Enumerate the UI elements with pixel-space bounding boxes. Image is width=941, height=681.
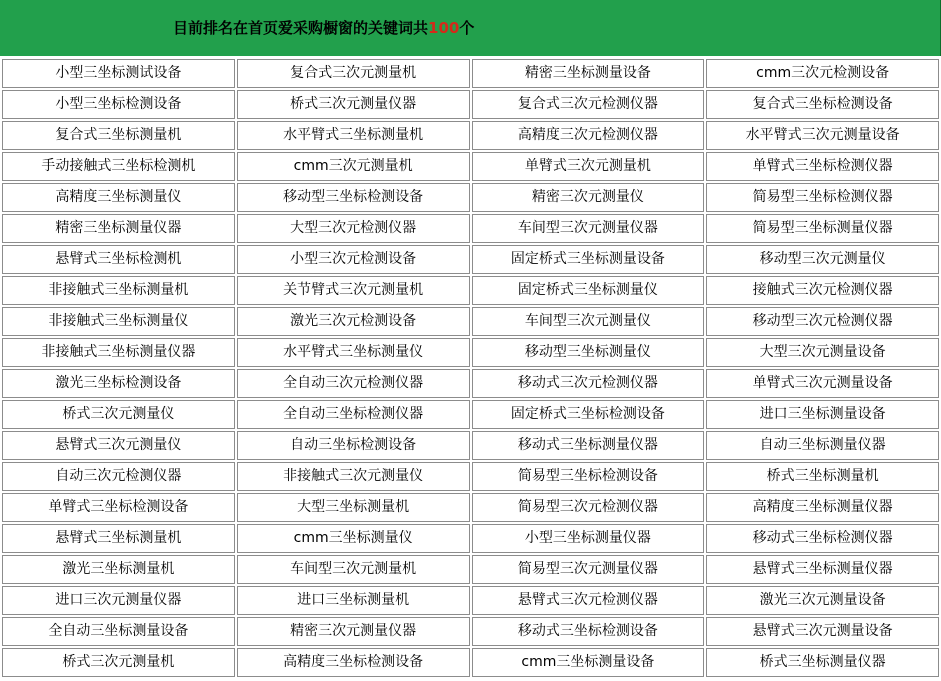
keyword-cell: 悬臂式三坐标测量机 xyxy=(2,524,235,553)
keyword-cell: 激光三坐标检测设备 xyxy=(2,369,235,398)
keyword-cell: 悬臂式三次元检测仪器 xyxy=(472,586,705,615)
keyword-cell: 简易型三坐标检测设备 xyxy=(472,462,705,491)
keyword-cell: 大型三次元检测仪器 xyxy=(237,214,470,243)
keyword-cell: cmm三坐标测量仪 xyxy=(237,524,470,553)
keyword-cell: 自动三坐标测量仪器 xyxy=(706,431,939,460)
keyword-count: 100 xyxy=(428,19,460,37)
keyword-row xyxy=(2,121,939,150)
keyword-cell: 激光三次元检测设备 xyxy=(237,307,470,336)
keyword-table xyxy=(0,57,941,679)
keyword-row xyxy=(2,586,939,615)
keyword-cell: 精密三坐标测量设备 xyxy=(472,59,705,88)
keyword-row xyxy=(2,493,939,522)
keyword-cell: 车间型三次元测量仪 xyxy=(472,307,705,336)
keyword-cell: 大型三次元测量设备 xyxy=(706,338,939,367)
keyword-cell: 悬臂式三次元测量仪 xyxy=(2,431,235,460)
keyword-cell: 简易型三次元测量仪器 xyxy=(472,555,705,584)
keyword-cell: 复合式三坐标测量机 xyxy=(2,121,235,150)
keyword-cell: 非接触式三坐标测量仪 xyxy=(2,307,235,336)
keyword-row xyxy=(2,307,939,336)
keyword-cell: 水平臂式三坐标测量机 xyxy=(237,121,470,150)
keyword-row xyxy=(2,431,939,460)
keyword-cell: 悬臂式三坐标检测机 xyxy=(2,245,235,274)
keyword-cell: cmm三次元测量机 xyxy=(237,152,470,181)
keyword-row xyxy=(2,462,939,491)
keyword-cell: 非接触式三坐标测量机 xyxy=(2,276,235,305)
keyword-cell: 桥式三坐标测量仪器 xyxy=(706,648,939,677)
keyword-cell: 固定桥式三坐标测量设备 xyxy=(472,245,705,274)
keyword-cell: 全自动三坐标测量设备 xyxy=(2,617,235,646)
keyword-row xyxy=(2,369,939,398)
keyword-table-body xyxy=(2,59,939,677)
keyword-cell: 移动型三次元测量仪 xyxy=(706,245,939,274)
keyword-cell: 固定桥式三坐标测量仪 xyxy=(472,276,705,305)
keyword-cell: 复合式三坐标检测设备 xyxy=(706,90,939,119)
header-title-prefix: 目前排名在首页爱采购橱窗的关键词共 xyxy=(173,19,429,37)
keyword-cell: 精密三次元测量仪 xyxy=(472,183,705,212)
keyword-cell: 非接触式三次元测量仪 xyxy=(237,462,470,491)
keyword-cell: 自动三坐标检测设备 xyxy=(237,431,470,460)
keyword-cell: 悬臂式三坐标测量仪器 xyxy=(706,555,939,584)
keyword-cell: 简易型三次元检测仪器 xyxy=(472,493,705,522)
keyword-cell: 复合式三次元测量机 xyxy=(237,59,470,88)
keyword-cell: 桥式三次元测量仪器 xyxy=(237,90,470,119)
keyword-row xyxy=(2,524,939,553)
keyword-cell: 高精度三坐标测量仪器 xyxy=(706,493,939,522)
keyword-cell: 全自动三坐标检测仪器 xyxy=(237,400,470,429)
keyword-row xyxy=(2,338,939,367)
keyword-cell: 高精度三次元检测仪器 xyxy=(472,121,705,150)
keyword-cell: 小型三次元检测设备 xyxy=(237,245,470,274)
keyword-cell: 车间型三次元测量仪器 xyxy=(472,214,705,243)
keyword-cell: 进口三坐标测量设备 xyxy=(706,400,939,429)
keyword-row xyxy=(2,183,939,212)
keyword-cell: 车间型三次元测量机 xyxy=(237,555,470,584)
keyword-cell: 简易型三坐标检测仪器 xyxy=(706,183,939,212)
keyword-cell: 单臂式三坐标检测设备 xyxy=(2,493,235,522)
keyword-row xyxy=(2,152,939,181)
keyword-cell: 小型三坐标测量仪器 xyxy=(472,524,705,553)
keyword-cell: 移动式三坐标检测仪器 xyxy=(706,524,939,553)
header-title xyxy=(173,17,474,38)
page-header xyxy=(0,0,941,56)
keyword-cell: 小型三坐标测试设备 xyxy=(2,59,235,88)
keyword-cell: 单臂式三次元测量机 xyxy=(472,152,705,181)
keyword-cell: 关节臂式三次元测量机 xyxy=(237,276,470,305)
keyword-cell: 桥式三次元测量仪 xyxy=(2,400,235,429)
keyword-cell: 固定桥式三坐标检测设备 xyxy=(472,400,705,429)
keyword-cell: 简易型三坐标测量仪器 xyxy=(706,214,939,243)
keyword-cell: 移动式三次元检测仪器 xyxy=(472,369,705,398)
keyword-cell: 移动式三坐标测量仪器 xyxy=(472,431,705,460)
keyword-row xyxy=(2,276,939,305)
keyword-row xyxy=(2,59,939,88)
keyword-row xyxy=(2,648,939,677)
keyword-row xyxy=(2,617,939,646)
keyword-cell: 激光三次元测量设备 xyxy=(706,586,939,615)
keyword-row xyxy=(2,214,939,243)
keyword-row xyxy=(2,555,939,584)
keyword-cell: cmm三次元检测设备 xyxy=(706,59,939,88)
keyword-cell: cmm三坐标测量设备 xyxy=(472,648,705,677)
keyword-cell: 移动型三次元检测仪器 xyxy=(706,307,939,336)
keyword-cell: 水平臂式三次元测量设备 xyxy=(706,121,939,150)
keyword-cell: 移动型三坐标测量仪 xyxy=(472,338,705,367)
keyword-cell: 全自动三次元检测仪器 xyxy=(237,369,470,398)
keyword-cell: 精密三坐标测量仪器 xyxy=(2,214,235,243)
keyword-cell: 进口三次元测量仪器 xyxy=(2,586,235,615)
keyword-cell: 非接触式三坐标测量仪器 xyxy=(2,338,235,367)
keyword-cell: 高精度三坐标检测设备 xyxy=(237,648,470,677)
keyword-cell: 小型三坐标检测设备 xyxy=(2,90,235,119)
keyword-cell: 桥式三坐标测量机 xyxy=(706,462,939,491)
keyword-row xyxy=(2,400,939,429)
keyword-cell: 精密三次元测量仪器 xyxy=(237,617,470,646)
keyword-cell: 手动接触式三坐标检测机 xyxy=(2,152,235,181)
keyword-cell: 单臂式三坐标检测仪器 xyxy=(706,152,939,181)
keyword-cell: 激光三坐标测量机 xyxy=(2,555,235,584)
keyword-cell: 移动式三坐标检测设备 xyxy=(472,617,705,646)
keyword-cell: 悬臂式三次元测量设备 xyxy=(706,617,939,646)
keyword-cell: 水平臂式三坐标测量仪 xyxy=(237,338,470,367)
keyword-cell: 接触式三次元检测仪器 xyxy=(706,276,939,305)
keyword-cell: 桥式三次元测量机 xyxy=(2,648,235,677)
keyword-row xyxy=(2,90,939,119)
keyword-row xyxy=(2,245,939,274)
keyword-cell: 高精度三坐标测量仪 xyxy=(2,183,235,212)
keyword-cell: 大型三坐标测量机 xyxy=(237,493,470,522)
keyword-cell: 移动型三坐标检测设备 xyxy=(237,183,470,212)
keyword-cell: 进口三坐标测量机 xyxy=(237,586,470,615)
header-title-suffix: 个 xyxy=(459,19,475,37)
keyword-cell: 复合式三次元检测仪器 xyxy=(472,90,705,119)
keyword-cell: 单臂式三次元测量设备 xyxy=(706,369,939,398)
keyword-cell: 自动三次元检测仪器 xyxy=(2,462,235,491)
